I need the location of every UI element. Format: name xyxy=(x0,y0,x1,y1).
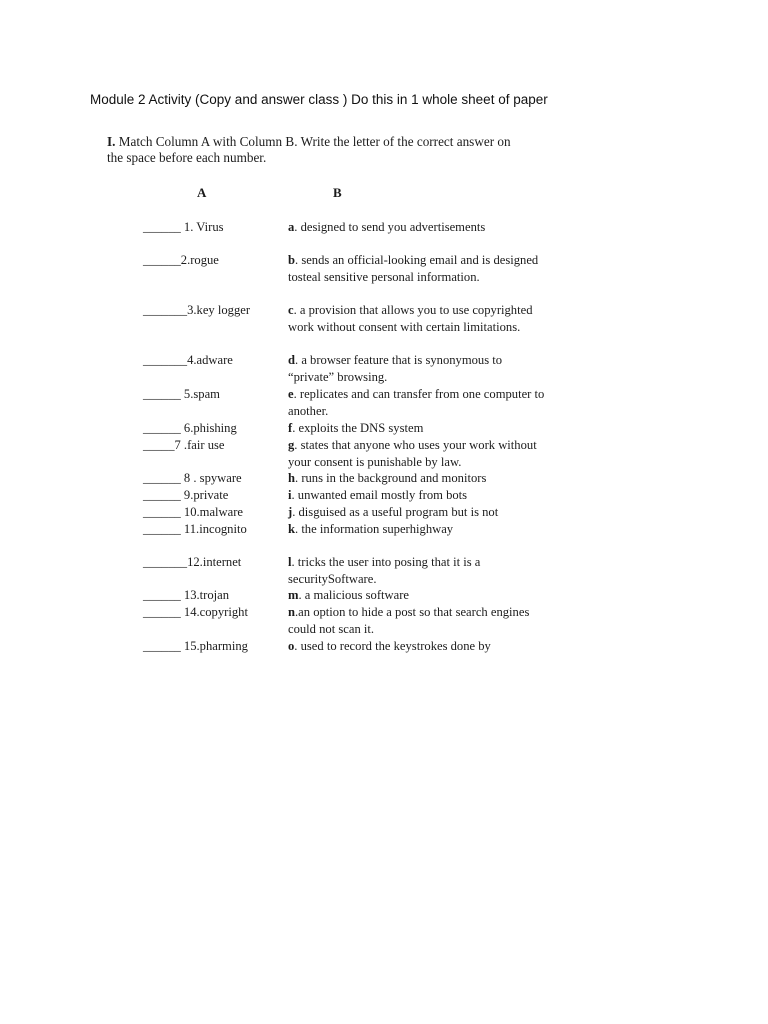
item-definition xyxy=(288,604,550,638)
column-a-header: A xyxy=(197,185,207,200)
item-term: 9.private xyxy=(180,488,229,502)
answer-blank[interactable]: ______ xyxy=(143,588,181,602)
page-title: Module 2 Activity (Copy and answer class ) Do this in 1 whole sheet of paper xyxy=(90,92,548,107)
item-term: 12.internet xyxy=(187,555,242,569)
definition-letter: m xyxy=(288,588,299,602)
item-left xyxy=(143,554,241,571)
item-term: 5.spam xyxy=(180,387,220,401)
item-definition xyxy=(288,470,550,487)
item-term: 15.pharming xyxy=(180,639,248,653)
item-left xyxy=(143,252,219,269)
answer-blank[interactable]: ______ xyxy=(143,488,181,502)
definition-text: . disguised as a useful program but is not xyxy=(292,505,499,519)
item-definition xyxy=(288,352,550,386)
item-term: 6.phishing xyxy=(180,421,237,435)
definition-letter: a xyxy=(288,220,295,234)
instructions xyxy=(107,134,527,166)
item-left xyxy=(143,302,250,319)
item-definition xyxy=(288,437,550,471)
item-definition xyxy=(288,487,550,504)
answer-blank[interactable]: ______ xyxy=(143,421,181,435)
item-left xyxy=(143,352,233,369)
definition-letter: d xyxy=(288,353,296,367)
item-left xyxy=(143,521,247,538)
definition-letter: h xyxy=(288,471,296,485)
definition-letter: l xyxy=(288,555,292,569)
answer-blank[interactable]: _______ xyxy=(143,555,188,569)
answer-blank[interactable]: _______ xyxy=(143,353,188,367)
definition-text: . states that anyone who uses your work without your consent is punishable by law. xyxy=(288,438,537,469)
item-term: 14.copyright xyxy=(180,605,248,619)
definition-text: . replicates and can transfer from one computer to another. xyxy=(288,387,545,418)
item-term: 11.incognito xyxy=(180,522,247,536)
item-left xyxy=(143,386,220,403)
definition-letter: k xyxy=(288,522,296,536)
item-definition xyxy=(288,219,550,236)
definition-text: .an option to hide a post so that search engines could not scan it. xyxy=(288,605,530,636)
item-definition xyxy=(288,420,550,437)
answer-blank[interactable]: ______ xyxy=(143,253,181,267)
item-term: 1. Virus xyxy=(180,220,224,234)
item-definition xyxy=(288,587,550,604)
item-term: 8 . spyware xyxy=(180,471,242,485)
item-term: 3.key logger xyxy=(187,303,251,317)
answer-blank[interactable]: _______ xyxy=(143,303,188,317)
item-term: 13.trojan xyxy=(180,588,230,602)
item-left xyxy=(143,420,237,437)
answer-blank[interactable]: ______ xyxy=(143,522,181,536)
item-left xyxy=(143,487,228,504)
definition-text: . tricks the user into posing that it is a securitySoftware. xyxy=(288,555,481,586)
item-definition xyxy=(288,554,550,588)
definition-letter: o xyxy=(288,639,295,653)
item-definition xyxy=(288,302,550,336)
definition-letter: i xyxy=(288,488,292,502)
item-term: 4.adware xyxy=(187,353,233,367)
definition-text: . a malicious software xyxy=(298,588,410,602)
instructions-text: Match Column A with Column B. Write the letter of the correct answer on the space before each number. xyxy=(107,134,511,165)
answer-blank[interactable]: ______ xyxy=(143,471,181,485)
definition-text: . exploits the DNS system xyxy=(292,421,424,435)
item-term: 10.malware xyxy=(180,505,244,519)
answer-blank[interactable]: _____ xyxy=(143,438,175,452)
item-left xyxy=(143,470,242,487)
definition-letter: e xyxy=(288,387,294,401)
definition-letter: c xyxy=(288,303,294,317)
item-left xyxy=(143,638,248,655)
item-definition xyxy=(288,521,550,538)
item-left xyxy=(143,437,225,454)
item-left xyxy=(143,504,243,521)
item-left xyxy=(143,219,224,236)
definition-text: . designed to send you advertisements xyxy=(294,220,486,234)
definition-text: . a browser feature that is synonymous to “private” browsing. xyxy=(288,353,503,384)
item-left xyxy=(143,587,229,604)
definition-text: . unwanted email mostly from bots xyxy=(291,488,468,502)
item-definition xyxy=(288,504,550,521)
item-term: 7 .fair use xyxy=(174,438,225,452)
instructions-number: I. xyxy=(107,134,116,149)
answer-blank[interactable]: ______ xyxy=(143,505,181,519)
item-definition xyxy=(288,386,550,420)
item-term: 2.rogue xyxy=(180,253,219,267)
definition-letter: j xyxy=(288,505,293,519)
item-definition xyxy=(288,252,550,286)
definition-text: . the information superhighway xyxy=(295,522,454,536)
definition-text: . sends an official-looking email and is designed tosteal sensitive personal information. xyxy=(288,253,539,284)
definition-letter: g xyxy=(288,438,295,452)
answer-blank[interactable]: ______ xyxy=(143,605,181,619)
answer-blank[interactable]: ______ xyxy=(143,639,181,653)
answer-blank[interactable]: ______ xyxy=(143,387,181,401)
column-b-header: B xyxy=(333,185,342,200)
item-left xyxy=(143,604,248,621)
item-definition xyxy=(288,638,550,655)
answer-blank[interactable]: ______ xyxy=(143,220,181,234)
definition-letter: f xyxy=(288,421,293,435)
definition-letter: b xyxy=(288,253,296,267)
definition-text: . runs in the background and monitors xyxy=(295,471,487,485)
definition-text: . used to record the keystrokes done by xyxy=(294,639,491,653)
definition-letter: n xyxy=(288,605,296,619)
definition-text: . a provision that allows you to use copyrighted work without consent with certain limitations. xyxy=(288,303,533,334)
